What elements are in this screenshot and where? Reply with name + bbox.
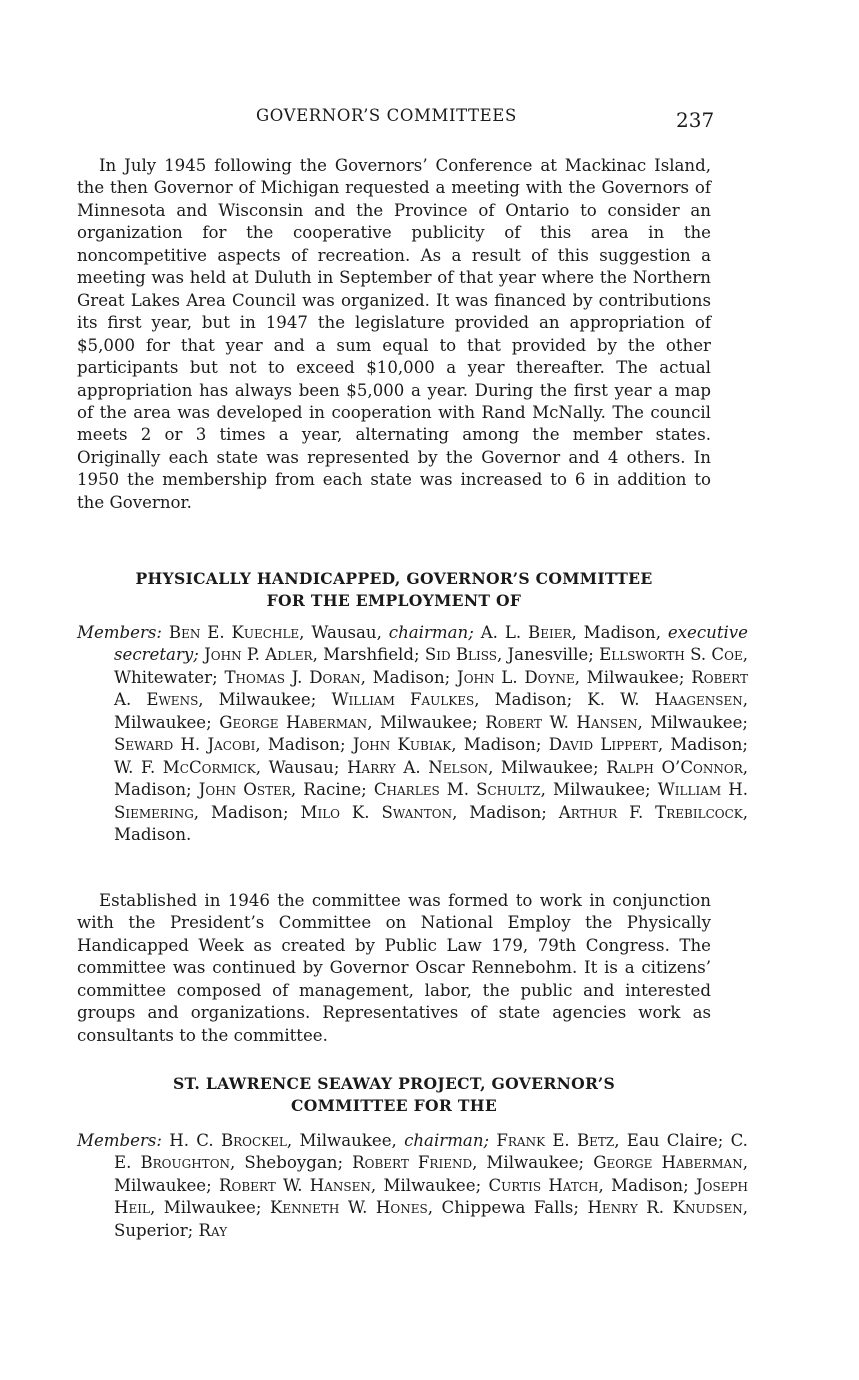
member-entry: Joseph Heil, Milwaukee; [114,1175,749,1218]
member-name: William H. Siemering [114,780,749,822]
member-name: W. F. McCormick [114,757,256,777]
member-name: Joseph Heil [114,1175,749,1218]
member-place: , Madison [114,757,749,800]
member-name: George Haberman [219,712,368,732]
member-place: , Milwaukee [367,712,473,732]
member-place: , Eau Claire [614,1131,718,1150]
member-entry: Charles M. Schultz, Milwaukee; [373,780,651,800]
member-place: , Sheboygan [230,1153,338,1173]
member-name: C. E. Broughton [114,1131,748,1173]
member-entry: Robert W. Hansen, Milwaukee; [219,1175,482,1195]
member-name: Thomas J. Doran [224,667,361,687]
member-place: , Madison [114,802,749,845]
member-name: A. L. Beier [480,623,572,642]
member-name: Robert A. Ewens [114,667,749,710]
page-number: 237 [676,108,715,132]
member-role: executive secretary; [114,623,748,665]
members-list-seaway [77,1130,748,1242]
member-place: , Milwaukee [114,690,749,732]
member-place: , Milwaukee [574,667,679,687]
member-name: Frank E. Betz [496,1131,615,1150]
member-place: , Madison [598,1175,684,1195]
member-entry: Sid Bliss, Janesville; [424,645,594,665]
member-place: , Madison [474,690,567,710]
member-place: , Madison [360,667,445,687]
running-head: GOVERNOR’S COMMITTEES [256,106,517,125]
member-role: chairman; [404,1131,490,1150]
member-entry: Robert A. Ewens, Milwaukee; [114,667,749,710]
member-name: David Lippert [548,735,658,755]
member-name: Charles M. Schultz [373,780,541,800]
member-entry: W. F. McCormick, Wausau; [114,757,340,777]
member-name: Robert W. Hansen [485,712,638,732]
member-entry: Seward H. Jacobi, Madison; [114,735,346,755]
member-entry: Harry A. Nelson, Milwaukee; [347,757,599,777]
members-label: Members: [77,1131,163,1150]
member-place: , Madison [451,735,536,755]
member-entry: Kenneth W. Hones, Chippewa Falls; [270,1198,579,1218]
heading-line: PHYSICALLY HANDICAPPED, GOVERNOR’S COMMITTEE [135,569,653,588]
member-name: Arthur F. Trebilcock [558,802,743,822]
member-place: , Milwaukee [472,1153,579,1173]
member-entry: Frank E. Betz, Eau Claire; [496,1131,724,1150]
member-entry: John L. Doyne, Milwaukee; [457,667,685,687]
member-place: , Madison [193,802,283,822]
member-name: John Kubiak [352,735,452,755]
member-entry: John Kubiak, Madison; [352,735,542,755]
member-entry: John P. Adler, Marshfield; [204,645,420,665]
member-entry: Ralph O’Connor, Madison; [114,757,749,800]
member-name: Ralph O’Connor [606,757,743,777]
members-list-handicapped [77,622,748,847]
member-place: , Whitewater [114,645,749,687]
member-name: Henry R. Knudsen [587,1198,743,1218]
heading-line: COMMITTEE FOR THE [290,1096,498,1115]
member-entry: Milo K. Swanton, Madison; [300,802,547,822]
member-place: , Milwaukee [198,690,311,710]
member-place: , Milwaukee [488,757,594,777]
member-name: John L. Doyne [457,667,575,687]
member-entry: Ben E. Kuechle, Wausau, chairman; [168,623,474,642]
member-name: Sid Bliss [424,645,497,665]
member-place: , Milwaukee [149,1198,256,1218]
member-entry: A. L. Beier, Madison, executive secretary; [114,623,748,665]
member-name: Ben E. Kuechle [168,623,300,642]
member-entry: George Haberman, Milwaukee; [219,712,478,732]
member-entry: K. W. Haagensen, Milwaukee; [114,690,749,732]
member-place: , Madison [571,623,656,642]
member-name: Harry A. Nelson [347,757,489,777]
intro-paragraph: In July 1945 following the Governors’ Conference at Mackinac Island, the then Governor of Michigan requested a meeting with the Governors of Minnesota and Wisconsin and the Province of Ontario to consider an organization for the cooperative publicity of this area in the noncompetitive aspects of recreation. As a result of this suggestion a meeting was held at Duluth in September of that year where the Northern Great Lakes Area Council was organized. It was financed by contributions its first year, but in 1947 the legislature provided an appropriation of $5,000 for that year and a sum equal to that provided by the other participants but not to exceed $10,000 a year thereafter. The actual appropriation has always been $5,000 a year. During the first year a map of the area was developed in cooperation with Rand McNally. The council meets 2 or 3 times a year, alternating among the member states. Originally each state was represented by the Governor and 4 others. In 1950 the membership from each state was increased to 6 in addition to the Governor. [77,156,711,512]
member-place: , Marshfield [312,645,414,665]
section-heading-physically-handicapped [77,568,711,612]
member-name: Robert Friend [352,1153,473,1173]
member-entry: Ellsworth S. Coe, Whitewater; [114,645,749,687]
member-entry: Henry R. Knudsen, Superior; [114,1198,749,1240]
member-place: , Madison [657,735,743,755]
member-place: , Superior [114,1198,749,1240]
member-role: chairman; [388,623,474,642]
member-place: , Milwaukee [540,780,646,800]
member-place: , Milwaukee [286,1131,392,1150]
member-place: , Milwaukee [114,1153,748,1195]
member-place: , Milwaukee [370,1175,476,1195]
member-name: Curtis Hatch [488,1175,599,1195]
member-entry: George Haberman, Milwaukee; [114,1153,748,1195]
member-entry: Robert W. Hansen, Milwaukee; [485,712,749,732]
member-entry: David Lippert, Madison; [548,735,749,755]
member-place: , Madison [452,802,542,822]
member-entry: Thomas J. Doran, Madison; [224,667,451,687]
member-entry: Curtis Hatch, Madison; [488,1175,689,1195]
member-name: Kenneth W. Hones [270,1198,428,1218]
member-name: K. W. Haagensen [587,690,743,710]
member-entry: William H. Siemering, Madison; [114,780,749,822]
member-name: Robert W. Hansen [219,1175,371,1195]
member-name: H. C. Brockel [169,1131,287,1150]
heading-line: ST. LAWRENCE SEAWAY PROJECT, GOVERNOR’S [172,1074,616,1093]
committee-description-paragraph: Established in 1946 the committee was formed to work in conjunction with the President’s Committee on National Employ the Physically Handicapped Week as created by Public Law 179, 79th Congress. The committee was continued by Governor Oscar Rennebohm. It is a citizens’ committee composed of management, labor, the public and interested groups and organizations. Representatives of state agencies work as consultants to the committee. [77,891,711,1045]
member-entry: H. C. Brockel, Milwaukee, chairman; [169,1131,490,1150]
member-entry: Arthur F. Trebilcock, Madison. [114,802,749,845]
member-place: , Milwaukee [637,712,743,732]
member-place: , Madison [255,735,340,755]
section-heading-st-lawrence-seaway [77,1073,711,1117]
member-place: , Janesville [496,645,589,665]
member-entry: John Oster, Racine; [198,780,367,800]
member-name: John P. Adler [204,645,313,665]
member-name: William Faulkes [331,690,475,710]
member-name: Seward H. Jacobi [114,735,256,755]
member-name: George Haberman [593,1153,743,1173]
member-name: Ellsworth S. Coe [599,645,743,665]
member-name: Milo K. Swanton [300,802,453,822]
heading-line: FOR THE EMPLOYMENT OF [266,591,522,610]
member-place: , Chippewa Falls [427,1198,574,1218]
members-label: Members: [77,623,163,642]
member-entry: William Faulkes, Madison; [331,690,573,710]
member-entry: C. E. Broughton, Sheboygan; [114,1131,748,1173]
member-name: Ray [198,1220,228,1240]
member-entry [199,1221,228,1240]
member-place: , Wausau [299,623,377,642]
member-name: John Oster [198,780,291,800]
member-place: , Wausau [255,757,334,777]
member-place: , Racine [290,780,362,800]
member-entry: Robert Friend, Milwaukee; [352,1153,585,1173]
